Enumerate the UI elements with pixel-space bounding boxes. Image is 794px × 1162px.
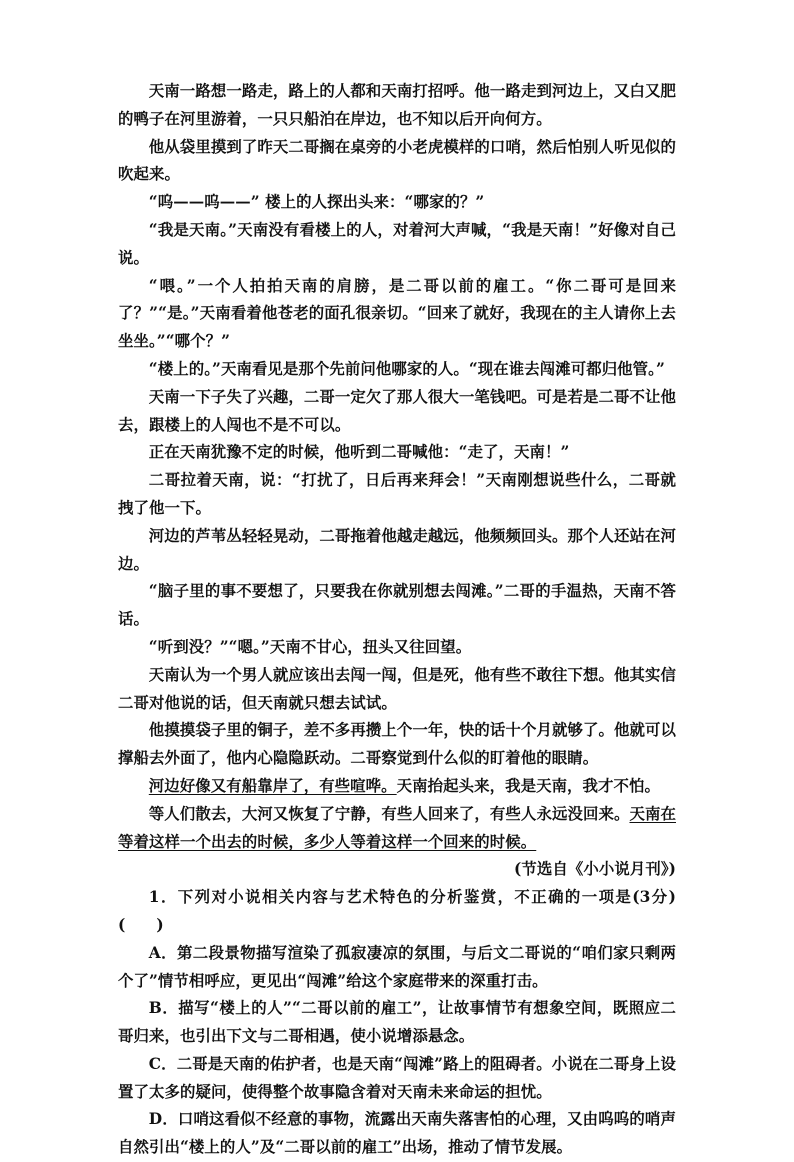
paragraph: 天南一路想一路走，路上的人都和天南打招呼。他一路走到河边上，又白又肥的鸭子在河里游着，一只只船泊在岸边，也不知以后开向何方。 <box>118 82 676 128</box>
question-stem: 1．下列对小说相关内容与艺术特色的分析鉴赏，不正确的一项是(3分)( ) <box>118 888 676 934</box>
paragraph: “脑子里的事不要想了，只要我在你就别想去闯滩。”二哥的手温热，天南不答话。 <box>118 582 676 629</box>
story-text <box>118 78 676 884</box>
sentence: 等人们散去，大河又恢复了宁静，有些人回来了，有些人永远没回来。 <box>148 804 630 823</box>
paragraph: “听到没？”“嗯。”天南不甘心，扭头又往回望。 <box>148 637 472 656</box>
paragraph: 河边的芦苇丛轻轻晃动，二哥拖着他越走越远，他频频回头。那个人还站在河边。 <box>118 526 676 573</box>
option-a: A．第二段景物描写渲染了孤寂凄凉的氛围，与后文二哥说的“咱们家只剩两个了”情节相呼应，更见出“闯滩”给这个家庭带来的深重打击。 <box>118 943 676 990</box>
paragraph: “喂。”一个人拍拍天南的肩膀，是二哥以前的雇工。“你二哥可是回来了？”“是。”天南看着他苍老的面孔很亲切。“回来了就好，我现在的主人请你上去坐坐。”“哪个？” <box>118 276 676 351</box>
paragraph: 二哥拉着天南，说：“打扰了，日后再来拜会！”天南刚想说些什么，二哥就拽了他一下。 <box>118 471 676 517</box>
option-d: D．口哨这看似不经意的事物，流露出天南失落害怕的心理，又由呜呜的哨声自然引出“楼上的人”及“二哥以前的雇工”出场，推动了情节发展。 <box>118 1110 676 1157</box>
option-b: B．描写“楼上的人”“二哥以前的雇工”，让故事情节有想象空间，既照应二哥归来，也引出下文与二哥相遇，使小说增添悬念。 <box>118 999 676 1046</box>
paragraph: 天南一下子失了兴趣，二哥一定欠了那人很大一笔钱吧。可是若是二哥不让他去，跟楼上的人闯也不是不可以。 <box>118 387 676 434</box>
option-c: C．二哥是天南的佑护者，也是天南“闯滩”路上的阻碍者。小说在二哥身上设置了太多的疑问，使得整个故事隐含着对天南未来命运的担忧。 <box>118 1054 676 1101</box>
paragraph <box>118 773 676 801</box>
paragraph: “呜——呜——” 楼上的人探出头来：“哪家的？” <box>148 193 485 212</box>
question-section <box>118 884 676 1162</box>
sentence: 天南抬起头来，我是天南，我才不怕。 <box>396 776 660 795</box>
underlined-sentence: 河边好像又有船靠岸了，有些喧哗。 <box>148 776 397 795</box>
paragraph <box>118 801 676 857</box>
paragraph: 正在天南犹豫不定的时候，他听到二哥喊他：“走了，天南！” <box>148 443 570 462</box>
source-citation: (节选自《小小说月刊》) <box>514 860 676 879</box>
paragraph: “楼上的。”天南看见是那个先前问他哪家的人。“现在谁去闯滩可都归他管。” <box>148 359 665 378</box>
underlined-sentence: 天南在等着这样一个出去的时候，多少人等着这样一个回来的时候。 <box>118 804 676 851</box>
paragraph: 他摸摸袋子里的铜子，差不多再攒上个一年，快的话十个月就够了。他就可以撑船去外面了，他内心隐隐跃动。二哥察觉到什么似的盯着他的眼睛。 <box>118 721 676 768</box>
paragraph: 他从袋里摸到了昨天二哥搁在桌旁的小老虎模样的口哨，然后怕别人听见似的吹起来。 <box>118 137 676 184</box>
paragraph: “我是天南。”天南没有看楼上的人，对着河大声喊，“我是天南！”好像对自己说。 <box>118 220 676 267</box>
paragraph: 天南认为一个男人就应该出去闯一闯，但是死，他有些不敢往下想。他其实信二哥对他说的话，但天南就只想去试试。 <box>118 665 676 712</box>
